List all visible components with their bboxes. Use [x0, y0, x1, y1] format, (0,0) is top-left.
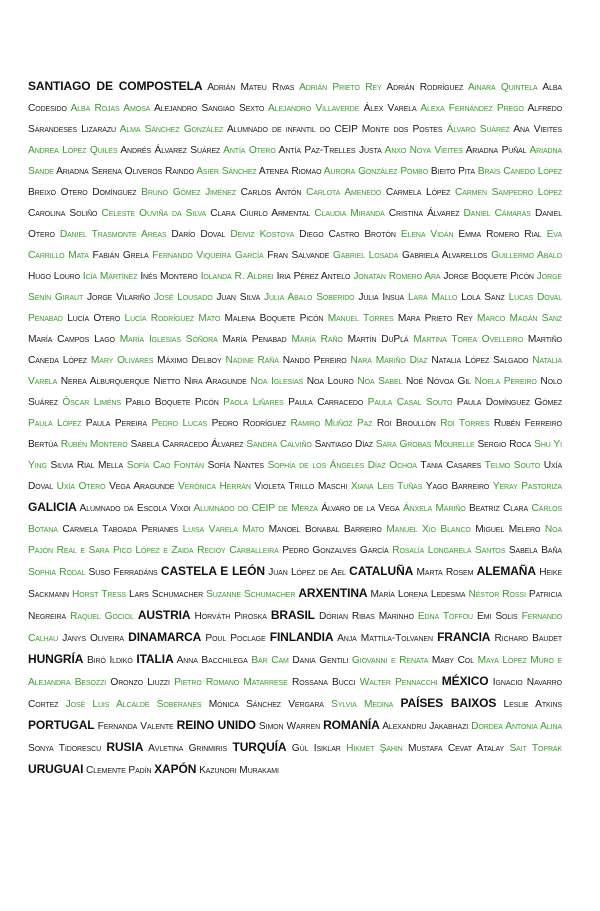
place-heading: ARXENTINA [298, 586, 368, 600]
credits-name-list [28, 76, 562, 781]
contributor-name: José Luis Alcalde Soberanes [65, 699, 202, 710]
contributor-name: Luisa Varela Mato [182, 524, 265, 535]
contributor-name: Guillermo Abalo [491, 250, 562, 261]
contributor-name: Uxía Doval [28, 460, 563, 492]
contributor-name: Mara Prieto Rey [397, 313, 473, 324]
contributor-name: Carolina Soliño [28, 208, 98, 219]
contributor-name: Deiviz Kostoya [230, 229, 295, 240]
contributor-name: Iria Pérez Antelo [276, 271, 351, 282]
contributor-name: Carlota Amenedo [306, 187, 382, 198]
contributor-name: Nando Pereiro [282, 355, 347, 366]
contributor-name: Yeray Pastoriza [492, 481, 563, 492]
contributor-name: Antía Paz-Trelles Justa [278, 145, 382, 156]
contributor-name: Adrián Prieto Rey [299, 82, 382, 93]
contributor-name: Eva Carrillo Mata [28, 229, 563, 261]
contributor-name: Diego Castro Brotón [299, 229, 396, 240]
contributor-name: Nara Mariño Díaz [350, 355, 428, 366]
contributor-name: Andrés Álvarez Suárez [120, 145, 221, 156]
contributor-name: Vega Aragunde [109, 481, 175, 492]
contributor-name: Janys Oliveira [62, 633, 125, 644]
contributor-name: Dordea Antonia Alina [471, 721, 563, 732]
contributor-name: Noé Nóvoa Gil [405, 376, 471, 387]
contributor-name: José Lousado [153, 292, 213, 303]
contributor-name: Bruno Gómez Jiménez [141, 187, 236, 198]
contributor-name: Sabela Baña [508, 545, 562, 556]
contributor-name: Anna Bacchilega [176, 655, 248, 666]
contributor-name: Manuel Xio Blanco [386, 524, 471, 535]
contributor-name: Alba Rojas Amosa [70, 103, 151, 114]
contributor-name: Ariadna Puñal [465, 145, 527, 156]
contributor-name: Fran Salvande [267, 250, 330, 261]
contributor-name: Yago Barreiro [425, 481, 490, 492]
contributor-name: Pedro Gonzalves García [282, 545, 389, 556]
contributor-name: Fernando Viqueira García [152, 250, 264, 261]
place-heading: BRASIL [270, 608, 315, 622]
contributor-name: Álex Varela [363, 103, 417, 114]
contributor-name: Noa Pajón Real e Sara Pico López e Zaida Recioy Carballeira [28, 524, 563, 556]
contributor-name: Sylvia Medina [331, 699, 394, 710]
contributor-name: Alumnado de infantil do CEIP Monte dos Postes [226, 124, 443, 135]
contributor-name: Ana Vieites [513, 124, 563, 135]
place-heading: MÉXICO [441, 674, 489, 688]
contributor-name: Julia Insua [358, 292, 405, 303]
contributor-name: Rubén Ferreiro Bertúa [28, 418, 562, 450]
contributor-name: Adrián Mateu Rivas [207, 82, 295, 93]
contributor-name: Lara Mallo [407, 292, 458, 303]
contributor-name: Antía Otero [223, 145, 276, 156]
contributor-name: Alexa Fernández Prego [420, 103, 524, 114]
contributor-name: Alumnado do CEIP de Merza [193, 503, 318, 514]
contributor-name: Marta Rosem [416, 567, 474, 578]
contributor-name: Alumnado da Escola Vixoi [79, 503, 191, 514]
contributor-name: Martín DuPlá [347, 334, 409, 345]
contributor-name: Suso Ferradáns [88, 567, 158, 578]
place-heading: DINAMARCA [128, 630, 202, 644]
contributor-name: Alfredo Sarandeses Lizarazu [28, 103, 563, 135]
contributor-name: Pablo Boquete Picón [125, 397, 219, 408]
contributor-name: Álvaro de la Vega [321, 503, 400, 514]
contributor-name: Alejandro Sangiao Sexto [153, 103, 265, 114]
contributor-name: Julia Abalo Soberido [263, 292, 355, 303]
contributor-name: Marco Magán Sanz [477, 313, 563, 324]
contributor-name: Carmen Sampedro López [454, 187, 562, 198]
contributor-name: Horst Tress [72, 589, 126, 600]
contributor-name: Noa Iglesias [250, 376, 304, 387]
contributor-name: Breixo Otero Domínguez [28, 187, 137, 198]
contributor-name: Roi Torres [440, 418, 490, 429]
contributor-name: Malena Boquete Picón [224, 313, 324, 324]
contributor-name: Dania Gentili [292, 655, 349, 666]
contributor-name: Noela Pereiro [474, 376, 537, 387]
place-heading: CASTELA E LEÓN [160, 564, 265, 578]
contributor-name: Celeste Ouviña da Silva [101, 208, 207, 219]
contributor-name: Lucas Doval Penabad [28, 292, 563, 324]
contributor-name: Pedro Rodríguez [211, 418, 286, 429]
contributor-name: Jorge Senín Giraut [28, 271, 562, 303]
contributor-name: Nolo Suárez [28, 376, 563, 408]
contributor-name: María Campos Lago [28, 334, 115, 345]
place-heading: ITALIA [136, 652, 174, 666]
contributor-name: Néstor Rossi [468, 589, 526, 600]
contributor-name: Sara Grobas Mourelle [375, 439, 475, 450]
contributor-name: Elena Vidán [400, 229, 454, 240]
contributor-name: Heike Sackmann [28, 567, 563, 600]
contributor-name: Alba Codesido [28, 82, 563, 114]
contributor-name: Paola Liñares [223, 397, 284, 408]
contributor-name: Daniel Cámaras [463, 208, 531, 219]
contributor-name: Sofía Cao Fontán [126, 460, 204, 471]
contributor-name: Dórian Ribas Marinho [318, 611, 414, 622]
contributor-name: María Iglesias Sóñora [119, 334, 218, 345]
contributor-name: Hikmet Şahin [346, 743, 403, 754]
contributor-name: Paula Pereira [85, 418, 147, 429]
contributor-name: Emma Romero Rial [458, 229, 542, 240]
contributor-name: Clara Ciurlo Armental [210, 208, 311, 219]
contributor-name: María Raño [291, 334, 343, 345]
place-heading: FRANCIA [437, 630, 491, 644]
contributor-name: Mary Olivares [90, 355, 154, 366]
contributor-name: Natalia Varela [28, 355, 562, 387]
contributor-name: Raquel Gociol [70, 611, 134, 622]
contributor-name: Mónica Sánchez Vergara [208, 699, 324, 710]
contributor-name: Gül Isiklar [291, 743, 341, 754]
contributor-name: Suzanne Schumacher [206, 589, 296, 600]
contributor-name: Sait Toprak [509, 743, 563, 754]
contributor-name: Paula López [28, 418, 82, 429]
contributor-name: Jorge Vilariño [87, 292, 151, 303]
place-heading: FINLANDIA [269, 630, 334, 644]
contributor-name: Nadine Raña [225, 355, 279, 366]
contributor-name: Sophía de los Ángeles Díaz Ochoa [267, 460, 417, 471]
place-heading: TURQUÍA [232, 740, 287, 754]
contributor-name: Ariadna Sande [28, 145, 563, 177]
contributor-name: Oronzo Liuzzi [110, 677, 170, 688]
contributor-name: Manoel Bonabal Barreiro [268, 524, 382, 535]
contributor-name: Adrián Rodríguez [386, 82, 464, 93]
contributor-name: Tania Casares [420, 460, 482, 471]
contributor-name: Giovanni e Renata [351, 655, 429, 666]
contributor-name: Paula Domínguez Gómez [456, 397, 563, 408]
contributor-name: Fernando Calhau [28, 611, 563, 644]
contributor-name: Paula Casal Souto [367, 397, 453, 408]
contributor-name: Gabriela Alvarellos [401, 250, 488, 261]
contributor-name: Cristina Álvarez [388, 208, 460, 219]
place-heading: REINO UNIDO [176, 718, 256, 732]
contributor-name: Roi Broullón [376, 418, 436, 429]
contributor-name: Daniel Otero [28, 208, 562, 240]
place-heading: HUNGRÍA [28, 652, 84, 666]
contributor-name: Violeta Trillo Maschi [254, 481, 348, 492]
place-heading: CATALUÑA [349, 564, 414, 578]
contributor-name: Noa Louro [306, 376, 354, 387]
contributor-name: María Penabad [222, 334, 287, 345]
contributor-name: Bar Cam [251, 655, 289, 666]
place-heading: PORTUGAL [28, 718, 95, 732]
contributor-name: Emi Solis [477, 611, 518, 622]
contributor-name: Atenea Riomao [258, 166, 322, 177]
contributor-name: Bieito Pita [430, 166, 475, 177]
contributor-name: Nerea Alburquerque Nietto [60, 376, 181, 387]
contributor-name: Carmela López [385, 187, 451, 198]
contributor-name: Hugo Louro [28, 271, 80, 282]
contributor-name: Maby Col [431, 655, 475, 666]
contributor-name: Darío Doval [171, 229, 226, 240]
contributor-name: Pedro Lucas [151, 418, 208, 429]
contributor-name: Máximo Delboy [157, 355, 222, 366]
contributor-name: Jorge Boquete Picón [443, 271, 534, 282]
contributor-name: Walter Pennacchi [359, 677, 438, 688]
contributor-name: Iolanda R. Aldrei [200, 271, 274, 282]
place-heading: PAÍSES BAIXOS [400, 696, 497, 710]
contributor-name: Carmela Taboada Perianes [62, 524, 179, 535]
contributor-name: Brais Canedo López [477, 166, 563, 177]
contributor-name: Fabián Grela [92, 250, 149, 261]
contributor-name: Verónica Herrán [178, 481, 251, 492]
contributor-name: Anja Mattila-Tolvanen [337, 633, 433, 644]
contributor-name: Kazunori Murakami [199, 765, 279, 776]
contributor-name: Patricia Negreira [28, 589, 562, 622]
contributor-name: Pietro Romano Matarrese [174, 677, 288, 688]
contributor-name: Ánxela Mariño [402, 503, 466, 514]
contributor-name: Miguel Melero [475, 524, 541, 535]
place-heading: AUSTRIA [137, 608, 191, 622]
contributor-name: Anxo Noya Vieites [384, 145, 463, 156]
place-heading: RUSIA [106, 740, 144, 754]
contributor-name: Lucía Rodríguez Mato [124, 313, 221, 324]
contributor-name: Horváth Piroska [194, 611, 267, 622]
contributor-name: Xiana Leis Tuñas [350, 481, 423, 492]
contributor-name: Asier Sánchez [196, 166, 257, 177]
contributor-name: Rubén Montero [60, 439, 128, 450]
contributor-name: Telmo Souto [484, 460, 541, 471]
contributor-name: Jonatan Romero Ara [353, 271, 441, 282]
contributor-name: Andrea López Quiles [28, 145, 118, 156]
contributor-name: María Lorena Ledesma [370, 589, 466, 600]
contributor-name: Gabriel Losada [332, 250, 399, 261]
contributor-name: Mustafa Cevat Atalay [408, 743, 505, 754]
contributor-name: Rossana Bucci [291, 677, 356, 688]
contributor-name: Fernanda Valente [97, 721, 174, 732]
contributor-name: Ariadna Serena Oliveros Raindo [56, 166, 194, 177]
contributor-name: Lucía Otero [67, 313, 121, 324]
contributor-name: Daniel Trasmonte Areas [59, 229, 167, 240]
contributor-name: Sonya Tidorescu [28, 743, 102, 754]
contributor-name: Claudia Miranda [314, 208, 385, 219]
contributor-name: Noa Sabel [357, 376, 403, 387]
contributor-name: Lars Schumacher [129, 589, 204, 600]
contributor-name: Paula Carracedo [288, 397, 364, 408]
contributor-name: Sergio Roca [477, 439, 532, 450]
contributor-name: Martina Torea Ovelleiro [413, 334, 524, 345]
contributor-name: Uxía Otero [56, 481, 106, 492]
contributor-name: Simon Warren [258, 721, 321, 732]
contributor-name: Sabela Carracedo Álvarez [130, 439, 244, 450]
contributor-name: Juan López de Ael [268, 567, 346, 578]
place-heading: SANTIAGO DE COMPOSTELA [28, 79, 203, 93]
contributor-name: Ignacio Navarro Cortez [28, 677, 562, 710]
contributor-name: Sophia Rodal [28, 567, 86, 578]
contributor-name: Martiño Caneda López [28, 334, 563, 366]
contributor-name: Alma Sánchez González [119, 124, 224, 135]
contributor-name: Manuel Torres [327, 313, 394, 324]
contributor-name: Juan Silva [216, 292, 261, 303]
contributor-name: Alejandro Villaverde [267, 103, 360, 114]
place-heading: XAPÓN [154, 762, 197, 776]
contributor-name: Santiago Díaz [314, 439, 373, 450]
contributor-name: Sofía Nantes [207, 460, 264, 471]
contributor-name: Beatriz Clara [469, 503, 529, 514]
place-heading: GALICIA [28, 500, 77, 514]
contributor-name: Álvaro Suárez [446, 124, 510, 135]
contributor-name: Biró Ildikó [86, 655, 133, 666]
contributor-name: Clemente Padín [86, 765, 152, 776]
contributor-name: Icía Martínez [82, 271, 138, 282]
contributor-name: Avletina Grinmiris [148, 743, 228, 754]
contributor-name: Aurora González Pombo [323, 166, 429, 177]
contributor-name: Ainara Quintela [467, 82, 538, 93]
contributor-name: Richard Baudet [494, 633, 563, 644]
contributor-name: Silvia Rial Mella [50, 460, 124, 471]
contributor-name: Carlos Botana [28, 503, 563, 535]
place-heading: URUGUAI [28, 762, 84, 776]
contributor-name: Nira Aragunde [183, 376, 247, 387]
contributor-name: Carlos Antón [240, 187, 302, 198]
contributor-name: Shu Yi Ying [28, 439, 562, 471]
contributor-name: Rosalía Longarela Santos [392, 545, 506, 556]
contributor-name: Sandra Calviño [246, 439, 312, 450]
place-heading: ROMANÍA [323, 718, 380, 732]
contributor-name: Natalia López Salgado [431, 355, 529, 366]
contributor-name: Ramiro Muñoz Paz [290, 418, 373, 429]
contributor-name: Alexandru Jakabhazi [382, 721, 469, 732]
contributor-name: Óscar Liméns [62, 397, 121, 408]
contributor-name: Inés Montero [140, 271, 198, 282]
contributor-name: Maya López Muro e Alejandra Besozzi [28, 655, 563, 688]
contributor-name: Poul Poclage [205, 633, 266, 644]
contributor-name: Lola Sanz [461, 292, 505, 303]
contributor-name: Leslie Atkins [503, 699, 562, 710]
place-heading: ALEMAÑA [476, 564, 536, 578]
contributor-name: Edna Toffou [417, 611, 473, 622]
